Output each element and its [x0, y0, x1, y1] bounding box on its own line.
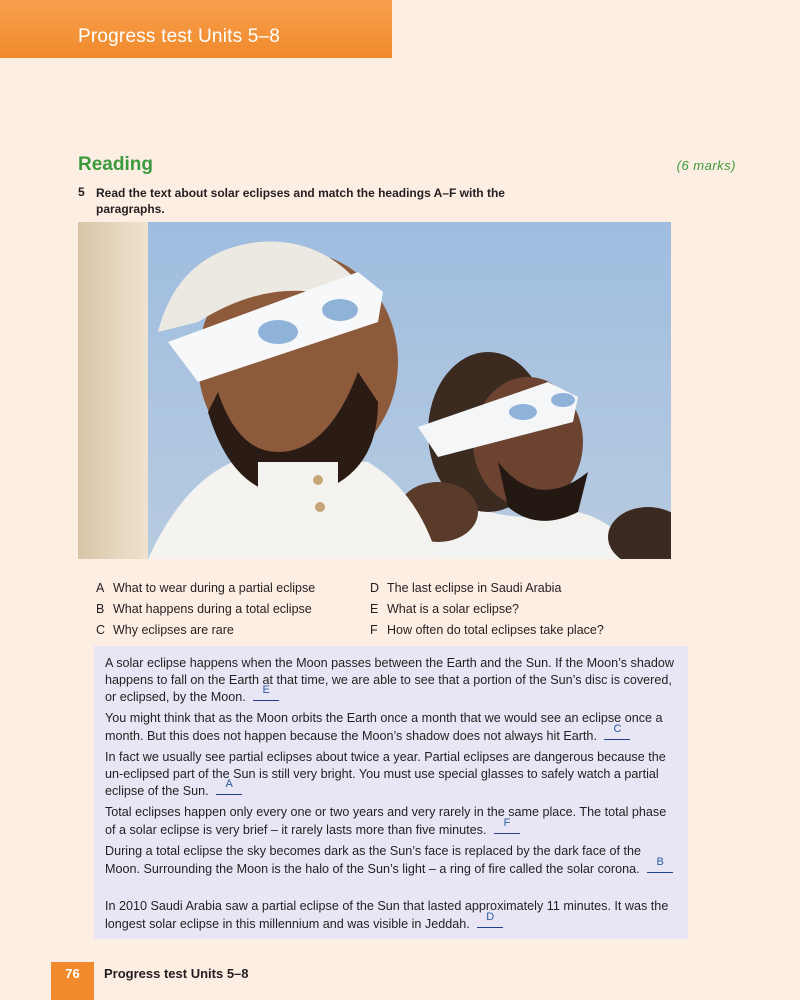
heading-text: Why eclipses are rare: [113, 623, 234, 637]
header-title: Progress test Units 5–8: [78, 26, 281, 47]
paragraph-text: Total eclipses happen only every one or two years and very rarely in the same place. The total phase of a solar eclipse is very brief – it rarely lasts more than five minutes.: [105, 805, 667, 837]
heading-text: What happens during a total eclipse: [113, 602, 312, 616]
paragraph-text: In fact we usually see partial eclipses about twice a year. Partial eclipses are dangerous because the un-eclipsed part of the Sun is still very bright. You must use special glasses to safely watch a partial eclipse of the Sun.: [105, 750, 666, 798]
heading-text: How often do total eclipses take place?: [387, 623, 604, 637]
answer-blank[interactable]: [494, 816, 520, 834]
heading-letter: C: [96, 623, 106, 637]
heading-item: [96, 599, 315, 620]
answer-letter: E: [262, 684, 270, 696]
paragraph-1: [105, 655, 677, 706]
footer-title: Progress test Units 5–8: [104, 966, 249, 981]
answer-letter: B: [656, 855, 664, 868]
section-title: Reading: [78, 154, 153, 175]
heading-letter: D: [370, 581, 380, 595]
paragraph-2: [105, 710, 677, 744]
paragraph-6: [105, 898, 677, 932]
paragraph-text: A solar eclipse happens when the Moon passes between the Earth and the Sun. If the Moon’s shadow happens to fall on the Earth at that time, we are able to see that a portion of the Sun’s disc is covered, or eclipsed, by the Moon.: [105, 656, 674, 704]
heading-letter: A: [96, 581, 105, 595]
question-number: 5: [78, 185, 85, 199]
heading-text: What to wear during a partial eclipse: [113, 581, 316, 595]
marks-label: (6 marks): [676, 158, 736, 173]
answer-blank[interactable]: [647, 855, 673, 873]
heading-item: [96, 620, 315, 641]
answer-blank[interactable]: [253, 684, 279, 701]
answer-letter: D: [486, 910, 495, 923]
answer-letter: A: [225, 778, 233, 790]
heading-item: [96, 578, 315, 599]
heading-text: The last eclipse in Saudi Arabia: [387, 581, 562, 595]
heading-item: [370, 578, 604, 599]
paragraph-text: You might think that as the Moon orbits the Earth once a month that we would see an eclipse once a month. But this does not happen because the Moon’s shadow does not always hit Earth.: [105, 711, 663, 743]
answer-blank[interactable]: [604, 722, 630, 740]
paragraph-text: During a total eclipse the sky becomes dark as the Sun’s face is replaced by the dark face of the Moon. Surrounding the Moon is the halo of the Sun’s light – a ring of fire called the solar corona.: [105, 844, 641, 876]
page-number: 76: [51, 962, 94, 1000]
paragraph-text: In 2010 Saudi Arabia saw a partial eclipse of the Sun that lasted approximately 11 minutes. It was the longest solar eclipse in this millennium and was visible in Jeddah.: [105, 899, 669, 931]
heading-item: [370, 620, 604, 641]
paragraph-4: [105, 804, 677, 838]
answer-blank[interactable]: [477, 910, 503, 928]
question-instruction: Read the text about solar eclipses and match the headings A–F with the paragraphs.: [96, 186, 505, 216]
answer-blank[interactable]: [216, 778, 242, 795]
headings-column-right: [370, 578, 604, 641]
headings-column-left: [96, 578, 315, 641]
heading-letter: B: [96, 602, 105, 616]
heading-item: [370, 599, 604, 620]
heading-letter: F: [370, 623, 378, 637]
heading-letter: E: [370, 602, 379, 616]
paragraph-5: [105, 843, 677, 877]
heading-text: What is a solar eclipse?: [387, 602, 520, 616]
paragraph-3: [105, 749, 677, 800]
photo-eclipse-viewers: [78, 222, 671, 559]
answer-letter: C: [613, 722, 622, 735]
answer-letter: F: [503, 816, 511, 829]
reading-text-box: [94, 646, 688, 939]
